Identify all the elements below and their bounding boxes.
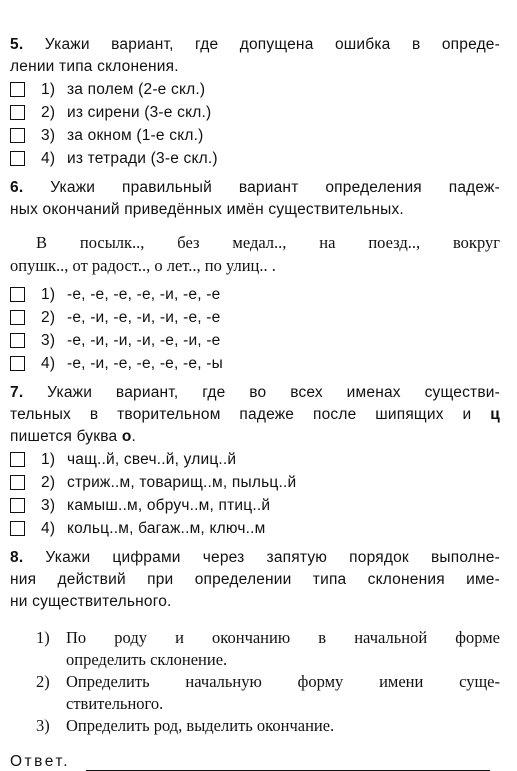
option-number: 4): [41, 354, 56, 372]
option-row[interactable]: [10, 329, 500, 352]
step-item: [36, 627, 500, 671]
checkbox[interactable]: [10, 105, 25, 120]
checkbox[interactable]: [10, 498, 25, 513]
option-row[interactable]: [10, 494, 500, 517]
question-text: ния действий при определении типа склонения име-: [10, 571, 500, 588]
checkbox[interactable]: [10, 521, 25, 536]
checkbox[interactable]: [10, 356, 25, 371]
option-number: 1): [41, 285, 56, 303]
option-number: 2): [41, 308, 56, 326]
question-text: тельных в творительном падеже после шипящих и: [10, 406, 491, 423]
question-text: ных окончаний приведённых имён существительных.: [10, 201, 404, 218]
worksheet: [10, 34, 500, 771]
step-line: Определить начальную форму имени суще-: [66, 672, 500, 691]
option-number: 3): [41, 496, 56, 514]
step-line: Определить род, выделить окончание.: [66, 716, 335, 735]
step-text: [66, 671, 500, 715]
option-row[interactable]: [10, 283, 500, 306]
step-number: 3): [36, 716, 50, 735]
checkbox[interactable]: [10, 475, 25, 490]
option-row[interactable]: [10, 124, 500, 147]
option-number: 1): [41, 80, 56, 98]
checkbox[interactable]: [10, 333, 25, 348]
options-list: [10, 78, 500, 170]
checkbox[interactable]: [10, 128, 25, 143]
step-item: [36, 715, 500, 737]
example-text: [10, 231, 500, 277]
option-text: -е, -и, -е, -е, -е, -е, -ы: [67, 354, 223, 372]
step-line: определить склонение.: [66, 650, 228, 669]
checkbox[interactable]: [10, 310, 25, 325]
option-number: 3): [41, 331, 56, 349]
question-text: лении типа склонения.: [10, 58, 179, 75]
question-number: 7.: [10, 384, 24, 401]
step-number: 2): [36, 672, 50, 691]
question-text: Укажи цифрами через запятую порядок выполне-: [45, 549, 500, 566]
question-number: 5.: [10, 36, 24, 53]
checkbox[interactable]: [10, 151, 25, 166]
punctuation: .: [131, 428, 137, 445]
answer-label: Ответ.: [10, 753, 71, 770]
option-row[interactable]: [10, 471, 500, 494]
example-line: опушк.., от радост.., о лет.., по улиц.. .: [10, 256, 276, 275]
option-text: стриж..м, товарищ..м, пыльц..й: [67, 473, 297, 491]
option-number: 4): [41, 149, 56, 167]
option-row[interactable]: [10, 147, 500, 170]
step-line: По роду и окончанию в начальной форме: [66, 628, 500, 647]
question-6: [10, 177, 500, 375]
option-text: за полем (2-е скл.): [67, 80, 206, 98]
example-line: В посылк.., без медал.., на поезд.., вокруг: [36, 233, 500, 252]
question-text: Укажи правильный вариант определения падеж-: [50, 179, 500, 196]
question-5: [10, 34, 500, 170]
answer-input-line[interactable]: [86, 756, 490, 771]
option-text: за окном (1-е скл.): [67, 126, 204, 144]
option-row[interactable]: [10, 101, 500, 124]
options-list: [10, 283, 500, 375]
question-7: [10, 382, 500, 540]
question-8: [10, 547, 500, 737]
option-row[interactable]: [10, 517, 500, 540]
checkbox[interactable]: [10, 452, 25, 467]
question-number: 6.: [10, 179, 24, 196]
options-list: [10, 448, 500, 540]
highlight-letter: о: [121, 428, 132, 445]
highlight-letter: ц: [490, 406, 500, 423]
option-row[interactable]: [10, 448, 500, 471]
checkbox[interactable]: [10, 287, 25, 302]
question-text: ни существительного.: [10, 593, 172, 610]
option-row[interactable]: [10, 352, 500, 375]
option-text: кольц..м, багаж..м, ключ..м: [67, 519, 266, 537]
question-text: пишется буква: [10, 428, 122, 445]
option-text: -е, -е, -е, -е, -и, -е, -е: [67, 285, 221, 303]
option-text: из тетради (3-е скл.): [67, 149, 218, 167]
step-number: 1): [36, 628, 50, 647]
option-text: -е, -и, -е, -и, -и, -е, -е: [67, 308, 221, 326]
option-number: 2): [41, 473, 56, 491]
option-row[interactable]: [10, 78, 500, 101]
step-item: [36, 671, 500, 715]
option-text: из сирени (3-е скл.): [67, 103, 212, 121]
checkbox[interactable]: [10, 82, 25, 97]
question-text: Укажи вариант, где допущена ошибка в опреде-: [44, 36, 500, 53]
option-row[interactable]: [10, 306, 500, 329]
step-line: ствительного.: [66, 694, 164, 713]
option-text: камыш..м, обруч..м, птиц..й: [67, 496, 271, 514]
option-number: 2): [41, 103, 56, 121]
option-number: 4): [41, 519, 56, 537]
question-number: 8.: [10, 549, 24, 566]
step-text: [66, 627, 500, 671]
answer-row: [10, 753, 500, 771]
option-text: чащ..й, свеч..й, улиц..й: [67, 450, 237, 468]
steps-list: [10, 627, 500, 737]
option-text: -е, -и, -и, -и, -е, -и, -е: [67, 331, 221, 349]
step-text: [66, 715, 500, 737]
option-number: 1): [41, 450, 56, 468]
option-number: 3): [41, 126, 56, 144]
question-text: Укажи вариант, где во всех именах существи-: [47, 384, 500, 401]
